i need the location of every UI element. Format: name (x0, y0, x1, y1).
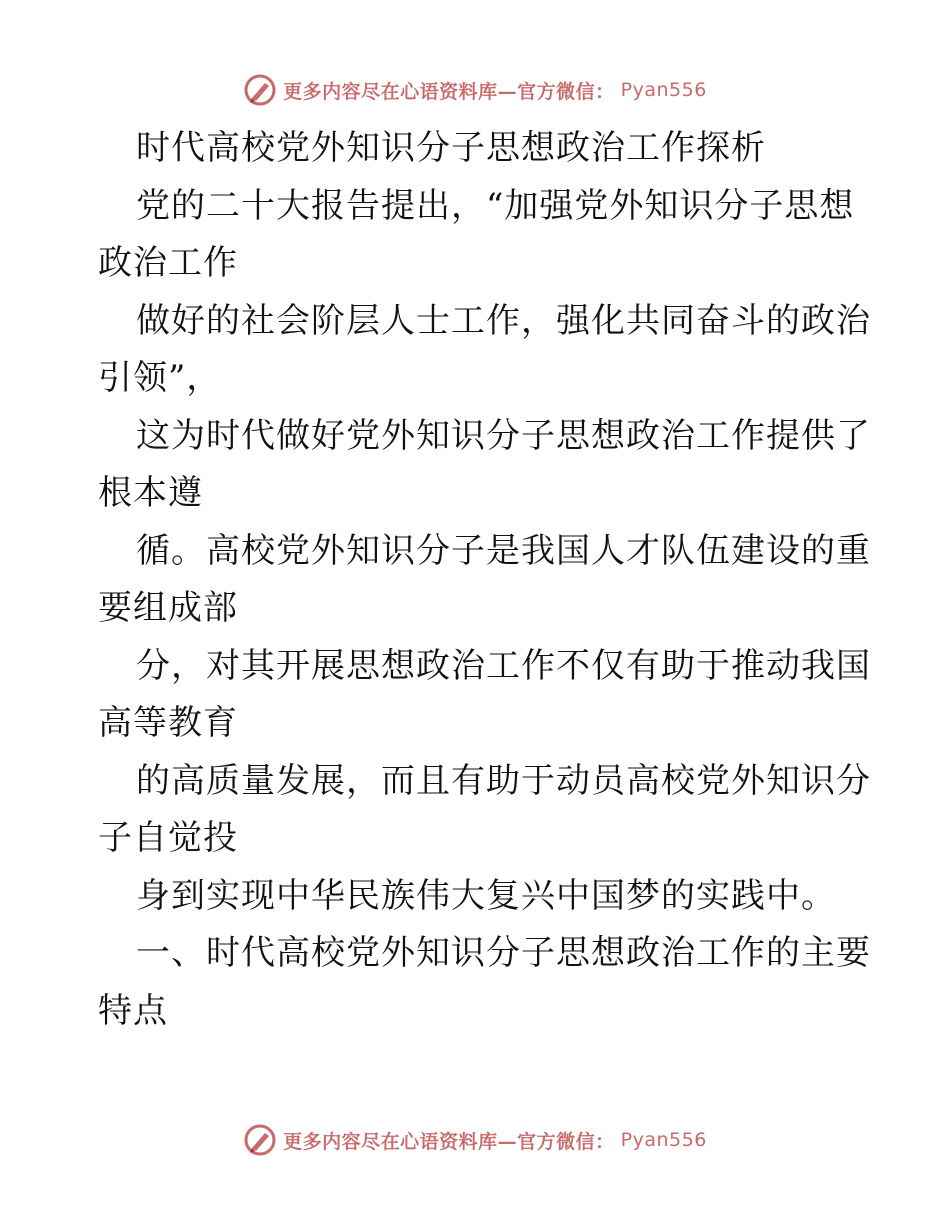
text-line: 政治工作 (98, 243, 238, 283)
banner-text: 更多内容尽在心语资料库—官方微信： (283, 80, 615, 103)
header-banner (0, 70, 950, 110)
text-line: 身到实现中华民族伟大复兴中国梦的实践中。 (136, 875, 836, 916)
text-line: 做好的社会阶层人士工作，强化共同奋斗的政治 (136, 300, 871, 341)
document-body (98, 120, 871, 1040)
banner-wechat-id: Pyan556 (620, 79, 707, 101)
text-line: 的高质量发展，而且有助于动员高校党外知识分 (136, 760, 871, 801)
footer-banner (0, 1120, 950, 1160)
text-line: 高等教育 (98, 703, 238, 743)
banner-text: 更多内容尽在心语资料库—官方微信： (283, 1130, 615, 1153)
text-line: 特点 (98, 990, 168, 1031)
banner-wechat-id: Pyan556 (620, 1129, 707, 1151)
document-title: 时代高校党外知识分子思想政治工作探析 (136, 128, 766, 168)
text-line: 这为时代做好党外知识分子思想政治工作提供了 (136, 415, 871, 456)
text-line: 循。高校党外知识分子是我国人才队伍建设的重 (136, 530, 871, 571)
text-line: 子自觉投 (98, 818, 238, 858)
text-line: 分，对其开展思想政治工作不仅有助于推动我国 (136, 645, 871, 686)
section-heading: 一、时代高校党外知识分子思想政治工作的主要 (136, 933, 871, 973)
text-line: 根本遵 (98, 473, 203, 513)
text-line: 要组成部 (98, 588, 238, 628)
text-line: 党的二十大报告提出，“加强党外知识分子思想 (136, 185, 855, 226)
text-line: 引领”， (98, 358, 222, 398)
pen-logo-icon (243, 1123, 277, 1157)
pen-logo-icon (243, 73, 277, 107)
